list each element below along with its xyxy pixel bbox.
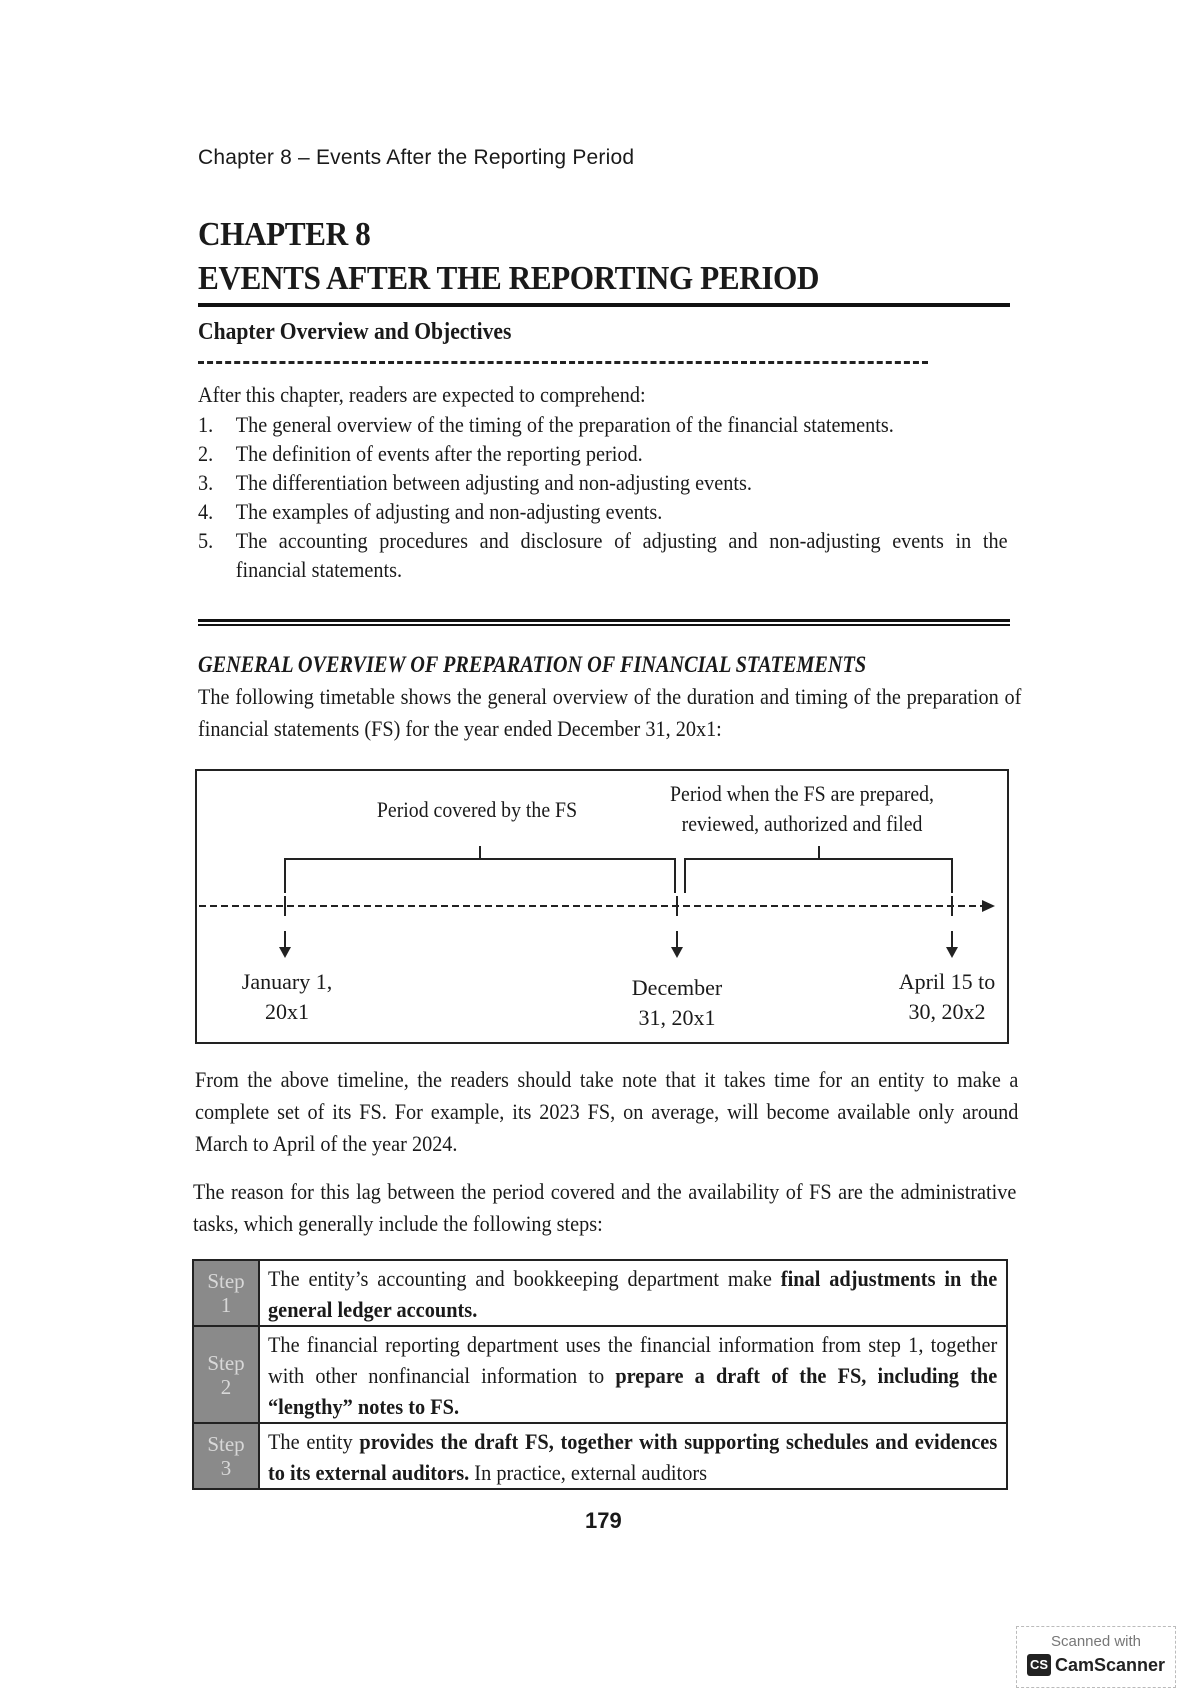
dashed-divider [198,361,928,364]
page-number: 179 [585,1508,622,1533]
step-row [194,1424,1006,1488]
intro-paragraph: The following timetable shows the general overview of the duration and timing of the preparation of financial statements (FS) for the year ended December 31, 20x1: [198,684,1022,741]
objectives-intro: After this chapter, readers are expected to comprehend: [198,382,646,407]
section-divider [198,619,1010,626]
timeline-label-period-covered: Period covered by the FS [376,797,578,822]
objective-item: 5. The accounting procedures and disclosure of adjusting and non-adjusting events in the financial statements. [198,528,1008,582]
timeline-note-paragraph: From the above timeline, the readers should take note that it takes time for an entity to make a complete set of its FS. For example, its 2023 FS, on average, will become available only around March to April of the year 2024. [195,1067,1019,1156]
step-row [194,1327,1006,1424]
step-description: The financial reporting department uses the financial information from step 1, together with other nonfinancial information to prepare a draft of the FS, including the “lengthy” notes to FS. [268,1332,998,1419]
timeline-date-filing: April 15 to 30, 20x2 [898,969,996,1024]
steps-table [192,1259,1008,1490]
timeline-date-year-end: December 31, 20x1 [631,975,723,1030]
running-header: Chapter 8 – Events After the Reporting Period [198,146,635,169]
timeline-label-preparation-period: Period when the FS are prepared, reviewed, authorized and filed [670,781,934,836]
objective-item: 1. The general overview of the timing of the preparation of the financial statements. [198,412,894,437]
step-label: Step 3 [194,1424,260,1488]
watermark-brand: CamScanner [1054,1654,1166,1675]
objective-item: 2. The definition of events after the reporting period. [198,441,643,466]
step-description: The entity provides the draft FS, together with supporting schedules and evidences to its external auditors. In practice, external auditors [268,1429,998,1485]
overview-heading: Chapter Overview and Objectives [198,319,512,345]
chapter-title: EVENTS AFTER THE REPORTING PERIOD [198,260,820,297]
title-rule [198,303,1010,307]
chapter-number-title: CHAPTER 8 [198,216,371,253]
step-label: Step 2 [194,1327,260,1422]
camscanner-logo-icon: CS [1027,1654,1051,1676]
objective-item: 3. The differentiation between adjusting and non-adjusting events. [198,470,752,495]
timeline-diagram [195,769,1009,1044]
lag-reason-paragraph: The reason for this lag between the period covered and the availability of FS are the administrative tasks, which generally include the following steps: [193,1179,1017,1236]
step-label: Step 1 [194,1261,260,1325]
timeline-date-start: January 1, 20x1 [241,969,333,1024]
watermark-caption: Scanned with [1050,1633,1142,1650]
camscanner-watermark [1016,1626,1176,1688]
step-description: The entity’s accounting and bookkeeping department make final adjustments in the general ledger accounts. [268,1266,998,1322]
objective-item: 4. The examples of adjusting and non-adjusting events. [198,499,663,524]
section-heading: GENERAL OVERVIEW OF PREPARATION OF FINANCIAL STATEMENTS [198,652,867,677]
step-row [194,1261,1006,1327]
objectives-list [198,410,1008,584]
